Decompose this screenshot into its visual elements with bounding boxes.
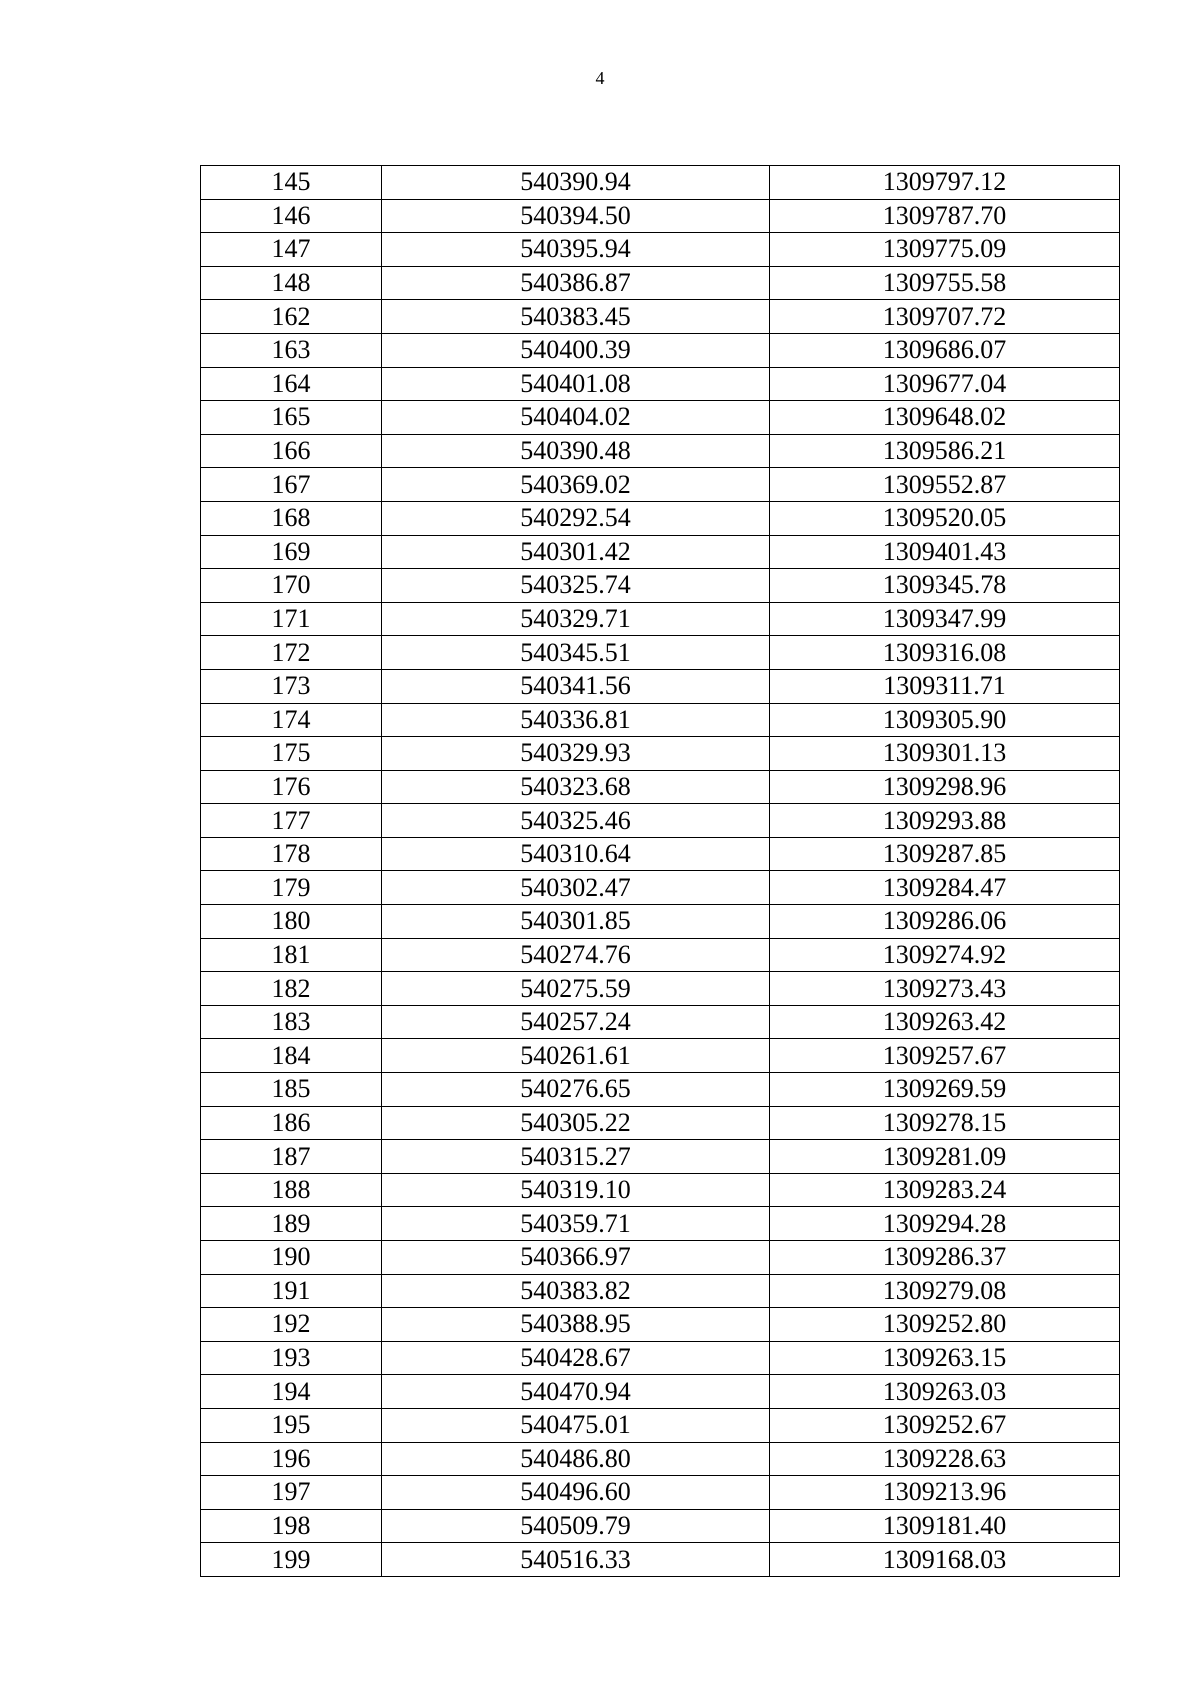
point-number-cell: 148	[201, 266, 382, 300]
table-row	[201, 199, 1120, 233]
point-number-cell: 188	[201, 1173, 382, 1207]
y-coordinate-cell: 1309301.13	[770, 737, 1120, 771]
table-row	[201, 1476, 1120, 1510]
point-number-cell: 180	[201, 905, 382, 939]
y-coordinate-cell: 1309281.09	[770, 1140, 1120, 1174]
y-coordinate-cell: 1309775.09	[770, 233, 1120, 267]
y-coordinate-cell: 1309263.15	[770, 1341, 1120, 1375]
point-number-cell: 145	[201, 166, 382, 200]
point-number-cell: 165	[201, 401, 382, 435]
y-coordinate-cell: 1309263.42	[770, 1005, 1120, 1039]
x-coordinate-cell: 540394.50	[382, 199, 770, 233]
y-coordinate-cell: 1309755.58	[770, 266, 1120, 300]
point-number-cell: 167	[201, 468, 382, 502]
x-coordinate-cell: 540369.02	[382, 468, 770, 502]
point-number-cell: 189	[201, 1207, 382, 1241]
y-coordinate-cell: 1309686.07	[770, 333, 1120, 367]
x-coordinate-cell: 540336.81	[382, 703, 770, 737]
x-coordinate-cell: 540428.67	[382, 1341, 770, 1375]
point-number-cell: 173	[201, 669, 382, 703]
table-row	[201, 1274, 1120, 1308]
x-coordinate-cell: 540390.94	[382, 166, 770, 200]
x-coordinate-cell: 540383.82	[382, 1274, 770, 1308]
x-coordinate-cell: 540388.95	[382, 1308, 770, 1342]
point-number-cell: 177	[201, 804, 382, 838]
x-coordinate-cell: 540509.79	[382, 1509, 770, 1543]
point-number-cell: 183	[201, 1005, 382, 1039]
y-coordinate-cell: 1309311.71	[770, 669, 1120, 703]
y-coordinate-cell: 1309347.99	[770, 602, 1120, 636]
point-number-cell: 147	[201, 233, 382, 267]
point-number-cell: 171	[201, 602, 382, 636]
y-coordinate-cell: 1309707.72	[770, 300, 1120, 334]
x-coordinate-cell: 540292.54	[382, 501, 770, 535]
y-coordinate-cell: 1309228.63	[770, 1442, 1120, 1476]
table-row	[201, 501, 1120, 535]
x-coordinate-cell: 540310.64	[382, 837, 770, 871]
y-coordinate-cell: 1309586.21	[770, 434, 1120, 468]
table-row	[201, 669, 1120, 703]
x-coordinate-cell: 540325.74	[382, 569, 770, 603]
x-coordinate-cell: 540257.24	[382, 1005, 770, 1039]
x-coordinate-cell: 540475.01	[382, 1408, 770, 1442]
x-coordinate-cell: 540305.22	[382, 1106, 770, 1140]
x-coordinate-cell: 540496.60	[382, 1476, 770, 1510]
x-coordinate-cell: 540359.71	[382, 1207, 770, 1241]
y-coordinate-cell: 1309294.28	[770, 1207, 1120, 1241]
x-coordinate-cell: 540301.42	[382, 535, 770, 569]
point-number-cell: 164	[201, 367, 382, 401]
coordinate-table-body	[201, 166, 1120, 1577]
page-number: 4	[595, 68, 605, 88]
point-number-cell: 186	[201, 1106, 382, 1140]
table-row	[201, 871, 1120, 905]
y-coordinate-cell: 1309252.80	[770, 1308, 1120, 1342]
y-coordinate-cell: 1309263.03	[770, 1375, 1120, 1409]
x-coordinate-cell: 540275.59	[382, 972, 770, 1006]
y-coordinate-cell: 1309286.06	[770, 905, 1120, 939]
coordinate-table	[200, 165, 1120, 1577]
x-coordinate-cell: 540401.08	[382, 367, 770, 401]
x-coordinate-cell: 540319.10	[382, 1173, 770, 1207]
table-row	[201, 1005, 1120, 1039]
x-coordinate-cell: 540329.71	[382, 602, 770, 636]
table-row	[201, 166, 1120, 200]
y-coordinate-cell: 1309345.78	[770, 569, 1120, 603]
table-row	[201, 1375, 1120, 1409]
table-row	[201, 938, 1120, 972]
y-coordinate-cell: 1309284.47	[770, 871, 1120, 905]
table-row	[201, 300, 1120, 334]
point-number-cell: 163	[201, 333, 382, 367]
table-row	[201, 468, 1120, 502]
table-row	[201, 737, 1120, 771]
table-row	[201, 266, 1120, 300]
point-number-cell: 174	[201, 703, 382, 737]
point-number-cell: 193	[201, 1341, 382, 1375]
y-coordinate-cell: 1309305.90	[770, 703, 1120, 737]
x-coordinate-cell: 540301.85	[382, 905, 770, 939]
table-row	[201, 1207, 1120, 1241]
table-row	[201, 804, 1120, 838]
table-row	[201, 569, 1120, 603]
point-number-cell: 196	[201, 1442, 382, 1476]
y-coordinate-cell: 1309252.67	[770, 1408, 1120, 1442]
point-number-cell: 184	[201, 1039, 382, 1073]
y-coordinate-cell: 1309552.87	[770, 468, 1120, 502]
x-coordinate-cell: 540341.56	[382, 669, 770, 703]
table-row	[201, 1509, 1120, 1543]
y-coordinate-cell: 1309279.08	[770, 1274, 1120, 1308]
x-coordinate-cell: 540516.33	[382, 1543, 770, 1577]
table-row	[201, 401, 1120, 435]
point-number-cell: 182	[201, 972, 382, 1006]
point-number-cell: 170	[201, 569, 382, 603]
x-coordinate-cell: 540404.02	[382, 401, 770, 435]
y-coordinate-cell: 1309648.02	[770, 401, 1120, 435]
point-number-cell: 162	[201, 300, 382, 334]
table-row	[201, 1408, 1120, 1442]
point-number-cell: 191	[201, 1274, 382, 1308]
point-number-cell: 176	[201, 770, 382, 804]
table-row	[201, 333, 1120, 367]
y-coordinate-cell: 1309269.59	[770, 1073, 1120, 1107]
table-row	[201, 1173, 1120, 1207]
y-coordinate-cell: 1309273.43	[770, 972, 1120, 1006]
y-coordinate-cell: 1309293.88	[770, 804, 1120, 838]
point-number-cell: 175	[201, 737, 382, 771]
y-coordinate-cell: 1309287.85	[770, 837, 1120, 871]
table-row	[201, 1039, 1120, 1073]
x-coordinate-cell: 540383.45	[382, 300, 770, 334]
point-number-cell: 166	[201, 434, 382, 468]
table-row	[201, 1241, 1120, 1275]
y-coordinate-cell: 1309797.12	[770, 166, 1120, 200]
x-coordinate-cell: 540276.65	[382, 1073, 770, 1107]
x-coordinate-cell: 540325.46	[382, 804, 770, 838]
point-number-cell: 187	[201, 1140, 382, 1174]
y-coordinate-cell: 1309677.04	[770, 367, 1120, 401]
table-row	[201, 1106, 1120, 1140]
y-coordinate-cell: 1309787.70	[770, 199, 1120, 233]
x-coordinate-cell: 540329.93	[382, 737, 770, 771]
x-coordinate-cell: 540315.27	[382, 1140, 770, 1174]
x-coordinate-cell: 540470.94	[382, 1375, 770, 1409]
y-coordinate-cell: 1309401.43	[770, 535, 1120, 569]
point-number-cell: 169	[201, 535, 382, 569]
x-coordinate-cell: 540395.94	[382, 233, 770, 267]
table-row	[201, 972, 1120, 1006]
table-row	[201, 636, 1120, 670]
x-coordinate-cell: 540323.68	[382, 770, 770, 804]
table-row	[201, 1341, 1120, 1375]
y-coordinate-cell: 1309213.96	[770, 1476, 1120, 1510]
table-row	[201, 1442, 1120, 1476]
table-row	[201, 1140, 1120, 1174]
table-row	[201, 1073, 1120, 1107]
table-row	[201, 770, 1120, 804]
point-number-cell: 190	[201, 1241, 382, 1275]
point-number-cell: 185	[201, 1073, 382, 1107]
table-row	[201, 1543, 1120, 1577]
table-row	[201, 233, 1120, 267]
point-number-cell: 178	[201, 837, 382, 871]
table-row	[201, 905, 1120, 939]
y-coordinate-cell: 1309286.37	[770, 1241, 1120, 1275]
y-coordinate-cell: 1309168.03	[770, 1543, 1120, 1577]
point-number-cell: 197	[201, 1476, 382, 1510]
table-row	[201, 1308, 1120, 1342]
point-number-cell: 195	[201, 1408, 382, 1442]
y-coordinate-cell: 1309181.40	[770, 1509, 1120, 1543]
y-coordinate-cell: 1309316.08	[770, 636, 1120, 670]
table-row	[201, 837, 1120, 871]
point-number-cell: 172	[201, 636, 382, 670]
point-number-cell: 194	[201, 1375, 382, 1409]
y-coordinate-cell: 1309257.67	[770, 1039, 1120, 1073]
y-coordinate-cell: 1309274.92	[770, 938, 1120, 972]
table-row	[201, 367, 1120, 401]
y-coordinate-cell: 1309520.05	[770, 501, 1120, 535]
point-number-cell: 192	[201, 1308, 382, 1342]
point-number-cell: 168	[201, 501, 382, 535]
y-coordinate-cell: 1309283.24	[770, 1173, 1120, 1207]
y-coordinate-cell: 1309278.15	[770, 1106, 1120, 1140]
table-row	[201, 602, 1120, 636]
x-coordinate-cell: 540390.48	[382, 434, 770, 468]
point-number-cell: 198	[201, 1509, 382, 1543]
point-number-cell: 181	[201, 938, 382, 972]
point-number-cell: 199	[201, 1543, 382, 1577]
table-row	[201, 434, 1120, 468]
x-coordinate-cell: 540302.47	[382, 871, 770, 905]
x-coordinate-cell: 540386.87	[382, 266, 770, 300]
x-coordinate-cell: 540261.61	[382, 1039, 770, 1073]
x-coordinate-cell: 540400.39	[382, 333, 770, 367]
point-number-cell: 146	[201, 199, 382, 233]
table-row	[201, 703, 1120, 737]
x-coordinate-cell: 540345.51	[382, 636, 770, 670]
table-row	[201, 535, 1120, 569]
x-coordinate-cell: 540366.97	[382, 1241, 770, 1275]
x-coordinate-cell: 540486.80	[382, 1442, 770, 1476]
point-number-cell: 179	[201, 871, 382, 905]
y-coordinate-cell: 1309298.96	[770, 770, 1120, 804]
x-coordinate-cell: 540274.76	[382, 938, 770, 972]
